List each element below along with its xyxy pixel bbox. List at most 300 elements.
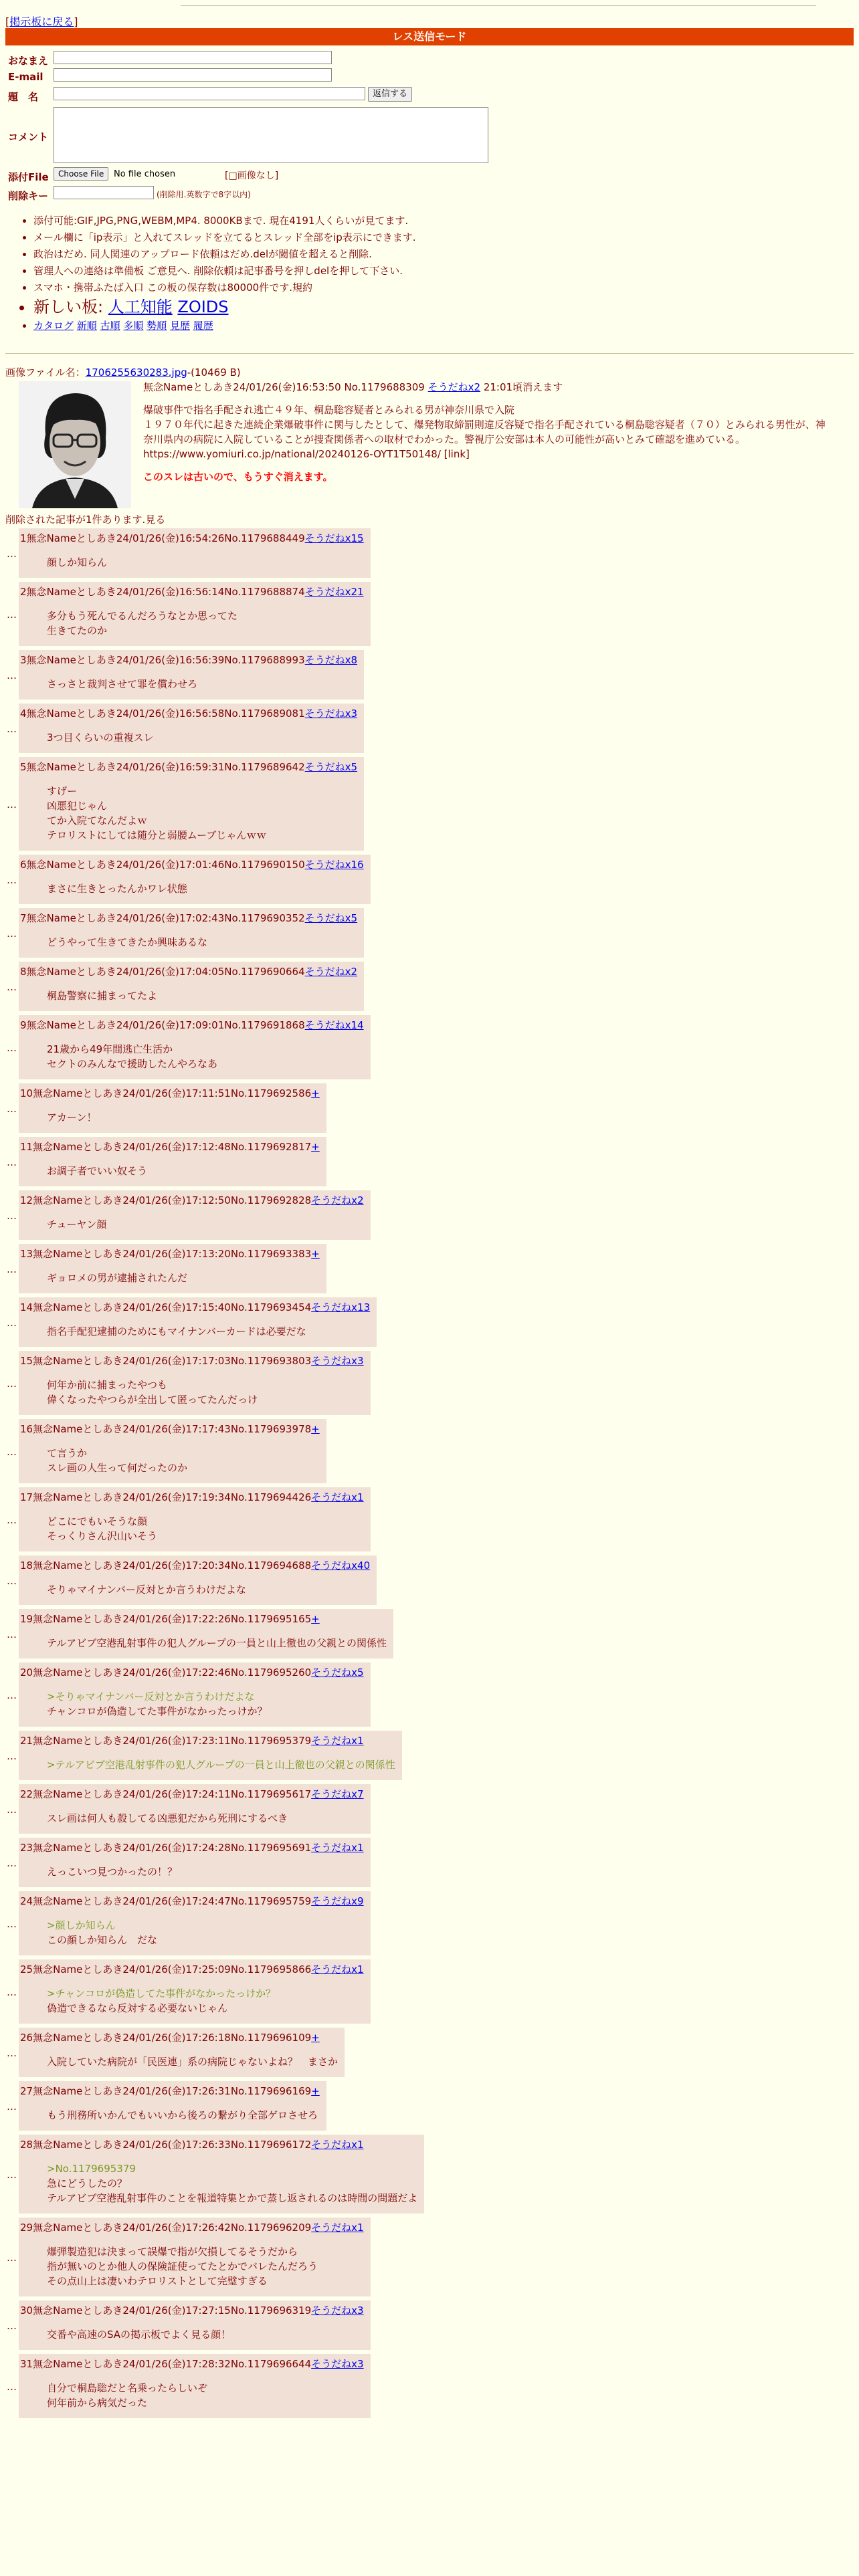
nav-momentum[interactable]: 勢順: [147, 320, 167, 332]
reply-number[interactable]: No.1179696644: [230, 2358, 312, 2370]
sodane-button[interactable]: そうだねx1: [311, 1735, 364, 1747]
reply-number[interactable]: No.1179695866: [230, 1963, 312, 1975]
reply-text: 指名手配犯逮捕のためにもマイナンバーカードは必要だな: [47, 1325, 306, 1337]
reply-post: [0, 1083, 859, 1133]
reply-body: [20, 1446, 320, 1475]
reply-number[interactable]: No.1179696109: [230, 2032, 312, 2044]
rule-item: • 添付可能:GIF,JPG,PNG,WEBM,MP4. 8000KBまで. 現在4191人くらいが見てます.: [33, 213, 416, 229]
reply-author: Nameとしあき: [53, 2358, 123, 2370]
reply-number[interactable]: No.1179693978: [230, 1423, 312, 1435]
reply-body: [20, 1582, 370, 1597]
reply-quote: >No.1179695379: [47, 2163, 136, 2175]
reply-index: 7: [20, 912, 27, 924]
op-body: [143, 403, 832, 461]
reply-author: Nameとしあき: [53, 1735, 123, 1747]
reply-text: て言うか スレ画の人生って何だったのか: [47, 1447, 188, 1474]
reply-post: [0, 1891, 859, 1955]
reply-index: 6: [20, 859, 27, 871]
reply-dots: …: [7, 1750, 17, 1762]
rule-item: • 管理人への連絡は準備板 ご意見へ. 削除依頼は記事番号を押しdelを押して下さい.: [33, 263, 416, 280]
no-image-checkbox[interactable]: [□画像なし]: [225, 171, 279, 181]
reply-number[interactable]: No.1179691868: [224, 1019, 305, 1031]
reply-header: [20, 653, 357, 667]
reply-index: 29: [20, 2222, 33, 2234]
reply-post: [0, 962, 859, 1011]
reply-index: 1: [20, 532, 27, 544]
subject-label: 題 名: [8, 91, 39, 103]
reply-author: Nameとしあき: [53, 2222, 123, 2234]
reply-text: ギョロメの男が逮捕されたんだ: [47, 1272, 188, 1284]
reply-subject: 無念: [33, 1141, 54, 1153]
reply-number[interactable]: No.1179696209: [230, 2222, 312, 2234]
reply-number[interactable]: No.1179696169: [230, 2085, 312, 2097]
reply-index: 4: [20, 708, 27, 720]
reply-body: [20, 677, 357, 691]
reply-index: 30: [20, 2304, 33, 2317]
reply-number[interactable]: No.1179696172: [230, 2139, 312, 2151]
reply-date: 24/01/26(金)17:26:33: [122, 2139, 231, 2151]
reply-dots: …: [7, 1804, 17, 1816]
reply-index: 9: [20, 1019, 27, 1031]
reply-body: [20, 2108, 320, 2123]
section-divider: [5, 353, 854, 354]
reply-post: [0, 757, 859, 851]
reply-number[interactable]: No.1179693454: [230, 1301, 312, 1313]
reply-body: [20, 1811, 364, 1826]
reply-date: 24/01/26(金)16:56:39: [116, 654, 225, 666]
reply-box: [19, 1083, 326, 1133]
sodane-button[interactable]: +: [311, 1423, 320, 1435]
reply-author: Nameとしあき: [46, 966, 116, 978]
reply-number[interactable]: No.1179695260: [230, 1667, 312, 1679]
reply-box: [19, 1487, 371, 1551]
comment-label: コメント: [8, 131, 49, 143]
sodane-button[interactable]: そうだねx1: [311, 1963, 364, 1975]
reply-header: [20, 1733, 395, 1748]
new-boards-line: [33, 296, 416, 318]
board-link-zoids[interactable]: ZOIDS: [177, 298, 229, 316]
reply-text: テルアビブ空港乱射事件の犯人グループの一員と山上徹也の父親との関係性: [47, 1637, 387, 1649]
reply-body: [20, 1757, 395, 1772]
sodane-button[interactable]: そうだねx2: [311, 1194, 364, 1206]
reply-number[interactable]: No.1179689081: [224, 708, 305, 720]
reply-index: 15: [20, 1355, 33, 1367]
reply-date: 24/01/26(金)17:28:32: [122, 2358, 231, 2370]
reply-date: 24/01/26(金)17:22:46: [122, 1667, 231, 1679]
sodane-button[interactable]: そうだねx3: [311, 1355, 364, 1367]
reply-index: 5: [20, 761, 27, 773]
sodane-button[interactable]: そうだねx3: [311, 2304, 364, 2317]
reply-date: 24/01/26(金)17:23:11: [122, 1735, 231, 1747]
sodane-button[interactable]: +: [311, 2032, 320, 2044]
reply-subject: 無念: [33, 2085, 54, 2097]
reply-text: 何年か前に捕まったやつも 偉くなったやつらが全出して匿ってたんだっけ: [47, 1379, 258, 1406]
nav-old[interactable]: 古順: [100, 320, 120, 332]
reply-post: [0, 1555, 859, 1605]
reply-post: [0, 2354, 859, 2418]
board-nav-line: [33, 318, 416, 334]
reply-author: Nameとしあき: [46, 1019, 116, 1031]
reply-index: 23: [20, 1842, 33, 1854]
reply-body: [20, 2327, 364, 2342]
reply-dots: …: [7, 1378, 17, 1390]
sodane-button[interactable]: そうだねx15: [304, 532, 364, 544]
reply-dots: …: [7, 1317, 17, 1329]
reply-box: [19, 1891, 371, 1955]
reply-box: [19, 2300, 371, 2350]
submit-reply-button[interactable]: 返信する: [368, 87, 412, 102]
reply-box: [19, 1190, 371, 1240]
reply-box: [19, 1609, 393, 1658]
rule-item: • メール欄に「ip表示」と入れてスレッドを立てるとスレッド全部をip表示にできます.: [33, 229, 416, 246]
reply-box: [19, 757, 364, 851]
reply-box: [19, 1784, 371, 1834]
sodane-button[interactable]: そうだねx5: [311, 1667, 364, 1679]
reply-number[interactable]: No.1179695617: [230, 1788, 312, 1800]
reply-text: えっこいつ見つかったの！？: [47, 1866, 178, 1878]
op-post: [143, 380, 832, 484]
reply-box: [19, 704, 364, 753]
op-image-info: [5, 365, 241, 379]
reply-header: [20, 857, 364, 872]
board-link-ai[interactable]: 人工知能: [108, 298, 173, 316]
reply-author: Nameとしあき: [46, 912, 116, 924]
reply-body: [20, 2244, 364, 2288]
reply-mode-banner: レス送信モード: [5, 28, 854, 45]
reply-header: [20, 2084, 320, 2099]
reply-number[interactable]: No.1179695379: [230, 1735, 312, 1747]
reply-subject: 無念: [33, 2222, 54, 2234]
reply-dots: …: [7, 1042, 17, 1054]
reply-number[interactable]: No.1179688449: [224, 532, 305, 544]
reply-date: 24/01/26(金)17:01:46: [116, 859, 225, 871]
reply-box: [19, 908, 364, 958]
reply-index: 18: [20, 1560, 33, 1572]
reply-box: [19, 1731, 402, 1780]
op-sodane-button[interactable]: そうだねx2: [427, 381, 481, 393]
sodane-button[interactable]: そうだねx3: [304, 708, 358, 720]
reply-index: 31: [20, 2358, 33, 2370]
reply-post: [0, 704, 859, 753]
reply-index: 20: [20, 1667, 33, 1679]
deleted-note[interactable]: 削除された記事が1件あります.見る: [5, 514, 166, 526]
reply-header: [20, 706, 357, 721]
reply-date: 24/01/26(金)17:02:43: [116, 912, 225, 924]
nav-new[interactable]: 新順: [76, 320, 97, 332]
reply-header: [20, 1612, 387, 1626]
reply-date: 24/01/26(金)16:56:14: [116, 586, 225, 598]
reply-post: [0, 1137, 859, 1186]
reply-dots: …: [7, 798, 17, 811]
reply-list: [0, 528, 859, 2422]
image-file-label: 画像ファイル名：: [5, 366, 86, 379]
reply-post: [0, 2300, 859, 2350]
reply-number[interactable]: No.1179690664: [224, 966, 305, 978]
reply-text: 21歳から49年間逃亡生活か セクトのみんなで援助したんやろなあ: [47, 1043, 218, 1070]
reply-post: [0, 582, 859, 646]
reply-header: [20, 1840, 364, 1855]
reply-post: [0, 1959, 859, 2024]
reply-number[interactable]: No.1179688993: [224, 654, 305, 666]
op-header: [143, 380, 832, 395]
sodane-button[interactable]: +: [311, 1613, 320, 1625]
sodane-button[interactable]: そうだねx40: [311, 1560, 371, 1572]
rule-item: • スマホ・携帯ふたば入口 この板の保存数は80000件です.規約: [33, 280, 416, 296]
reply-number[interactable]: No.1179695691: [230, 1842, 312, 1854]
reply-number[interactable]: No.1179695759: [230, 1895, 312, 1907]
reply-index: 27: [20, 2085, 33, 2097]
reply-body: [20, 2054, 338, 2069]
reply-body: [20, 555, 364, 570]
sodane-button[interactable]: そうだねx13: [311, 1301, 371, 1313]
reply-date: 24/01/26(金)17:13:20: [122, 1248, 231, 1260]
sodane-button[interactable]: そうだねx9: [311, 1895, 364, 1907]
reply-header: [20, 760, 357, 774]
reply-text: すげー 凶悪犯じゃん てか入院てなんだよｗ テロリストにしては随分と弱腰ムーブじゃんｗｗ: [47, 785, 267, 841]
reply-subject: 無念: [33, 2032, 54, 2044]
reply-header: [20, 584, 364, 599]
reply-header: [20, 1962, 364, 1977]
delete-key-label: 削除キー: [8, 190, 49, 202]
reply-text: 多分もう死んでるんだろうなとか思ってた 生きてたのか: [47, 610, 238, 637]
reply-body: [20, 1986, 364, 2016]
reply-dots: …: [7, 1156, 17, 1168]
sodane-button[interactable]: +: [311, 1087, 320, 1099]
reply-dots: …: [7, 1210, 17, 1222]
reply-author: Nameとしあき: [53, 2304, 123, 2317]
reply-post: [0, 1297, 859, 1347]
email-input[interactable]: [54, 68, 332, 82]
reply-body: [20, 935, 357, 950]
reply-number[interactable]: No.1179692828: [230, 1194, 312, 1206]
reply-box: [19, 1555, 377, 1605]
op-link-line[interactable]: https://www.yomiuri.co.jp/national/20240126-OYT1T50148/ [link]: [143, 448, 470, 460]
reply-header: [20, 1300, 370, 1315]
reply-number[interactable]: No.1179688874: [224, 586, 305, 598]
reply-index: 22: [20, 1788, 33, 1800]
reply-dots: …: [7, 1857, 17, 1869]
reply-post: [0, 1662, 859, 1727]
op-author: Nameとしあき: [163, 381, 233, 393]
reply-post: [0, 1609, 859, 1658]
reply-number[interactable]: No.1179696319: [230, 2304, 312, 2317]
op-subject: 無念: [143, 381, 164, 393]
reply-date: 24/01/26(金)17:27:15: [122, 2304, 231, 2317]
reply-subject: 無念: [33, 1963, 54, 1975]
nav-viewed[interactable]: 見歴: [169, 320, 190, 332]
reply-header: [20, 2303, 364, 2318]
reply-header: [20, 1894, 364, 1909]
op-line: 爆破事件で指名手配され逃亡４９年、桐島聡容疑者とみられる男が神奈川県で入院: [143, 404, 515, 416]
reply-subject: 無念: [26, 708, 47, 720]
reply-author: Nameとしあき: [53, 1248, 123, 1260]
new-boards-prefix: 新しい板:: [33, 298, 104, 316]
reply-number[interactable]: No.1179693383: [230, 1248, 312, 1260]
sodane-button[interactable]: そうだねx1: [311, 1842, 364, 1854]
reply-author: Nameとしあき: [53, 2032, 123, 2044]
sodane-button[interactable]: そうだねx7: [311, 1788, 364, 1800]
reply-number[interactable]: No.1179694688: [230, 1560, 312, 1572]
reply-header: [20, 1354, 364, 1368]
reply-author: Nameとしあき: [53, 1194, 123, 1206]
subject-input[interactable]: [54, 87, 365, 100]
reply-quote: >そりゃマイナンバー反対とか言うわけだよな: [47, 1691, 255, 1703]
sodane-button[interactable]: そうだねx1: [311, 2222, 364, 2234]
reply-text: さっさと裁判させて罪を償わせろ: [47, 678, 198, 690]
reply-header: [20, 2137, 417, 2152]
image-file-link[interactable]: 1706255630283.jpg: [85, 366, 187, 379]
sodane-button[interactable]: そうだねx16: [304, 859, 364, 871]
reply-date: 24/01/26(金)17:25:09: [122, 1963, 231, 1975]
sodane-button[interactable]: そうだねx1: [311, 2139, 364, 2151]
reply-header: [20, 964, 357, 979]
reply-author: Nameとしあき: [53, 1141, 123, 1153]
op-thumbnail[interactable]: [19, 381, 131, 508]
sodane-button[interactable]: +: [311, 2085, 320, 2097]
sodane-button[interactable]: +: [311, 1248, 320, 1260]
reply-header: [20, 1665, 364, 1680]
reply-subject: 無念: [26, 1019, 47, 1031]
back-link-wrap: [掲示板に戻る]: [5, 15, 78, 28]
name-input[interactable]: [54, 51, 332, 64]
sodane-button[interactable]: +: [311, 1141, 320, 1153]
reply-index: 10: [20, 1087, 33, 1099]
reply-number[interactable]: No.1179693803: [230, 1355, 312, 1367]
back-to-board-link[interactable]: 掲示板に戻る: [9, 15, 74, 28]
reply-text: 偽造できるなら反対する必要ないじゃん: [47, 2002, 228, 2014]
reply-text: スレ画は何人も殺してる凶悪犯だから死刑にするべき: [47, 1812, 288, 1824]
reply-index: 11: [20, 1141, 33, 1153]
reply-box: [19, 1015, 371, 1079]
reply-author: Nameとしあき: [53, 1355, 123, 1367]
reply-number[interactable]: No.1179694426: [230, 1491, 312, 1503]
reply-date: 24/01/26(金)17:15:40: [122, 1301, 231, 1313]
reply-index: 24: [20, 1895, 33, 1907]
reply-body: [20, 730, 357, 745]
no-file-text: No file chosen: [114, 169, 176, 179]
reply-header: [20, 1490, 364, 1505]
nav-history[interactable]: 履歴: [193, 320, 213, 332]
op-number[interactable]: No.1179688309: [344, 381, 425, 393]
op-date: 24/01/26(金)16:53:50: [233, 381, 341, 393]
op-expiry-warning: このスレは古いので、もうすぐ消えます。: [143, 471, 333, 483]
reply-date: 24/01/26(金)17:12:48: [122, 1141, 231, 1153]
reply-author: Nameとしあき: [53, 1788, 123, 1800]
reply-header: [20, 1018, 364, 1033]
reply-subject: 無念: [26, 966, 47, 978]
reply-text: 急にどうしたの？ テルアビブ空港乱射事件のことを報道特集とかで蒸し返されるのは時間の問題だよ: [47, 2177, 418, 2204]
reply-number[interactable]: No.1179690352: [224, 912, 305, 924]
comment-textarea[interactable]: [54, 107, 488, 163]
sodane-button[interactable]: そうだねx3: [311, 2358, 364, 2370]
delete-key-input[interactable]: [54, 186, 154, 199]
reply-subject: 無念: [26, 761, 47, 773]
reply-author: Nameとしあき: [53, 1491, 123, 1503]
reply-dots: …: [7, 874, 17, 886]
reply-header: [20, 2357, 364, 2371]
reply-body: [20, 1864, 364, 1879]
reply-dots: …: [7, 1986, 17, 1998]
reply-box: [19, 582, 371, 646]
reply-subject: 無念: [26, 859, 47, 871]
reply-box: [19, 855, 371, 904]
reply-author: Nameとしあき: [46, 532, 116, 544]
reply-body: [20, 1324, 370, 1339]
reply-box: [19, 2354, 371, 2418]
sodane-button[interactable]: そうだねx2: [304, 966, 358, 978]
nav-catalog[interactable]: カタログ: [33, 320, 74, 332]
nav-many[interactable]: 多順: [123, 320, 144, 332]
op-line: １９７０年代に起きた連続企業爆破事件に関与したとして、爆発物取締罰則違反容疑で指名手配されている桐島聡容疑者（７０）とみられる男性が、神奈川県内の病院に入院していることが捜査関係者への取材でわかった。警視庁公安部は本人の可能性が高いとみて確認を進めている。: [143, 419, 826, 445]
reply-author: Nameとしあき: [53, 1842, 123, 1854]
reply-subject: 無念: [33, 1087, 54, 1099]
reply-post: [0, 528, 859, 578]
reply-subject: 無念: [33, 1842, 54, 1854]
reply-box: [19, 1137, 326, 1186]
sodane-button[interactable]: そうだねx21: [304, 586, 364, 598]
reply-body: [20, 784, 357, 843]
reply-number[interactable]: No.1179689642: [224, 761, 305, 773]
top-divider: [181, 5, 816, 6]
reply-author: Nameとしあき: [53, 1301, 123, 1313]
reply-date: 24/01/26(金)17:19:34: [122, 1491, 231, 1503]
reply-post: [0, 1351, 859, 1415]
reply-date: 24/01/26(金)16:54:26: [116, 532, 225, 544]
reply-number[interactable]: No.1179692586: [230, 1087, 312, 1099]
reply-author: Nameとしあき: [53, 1895, 123, 1907]
reply-date: 24/01/26(金)17:26:18: [122, 2032, 231, 2044]
reply-date: 24/01/26(金)17:17:03: [122, 1355, 231, 1367]
email-label: E-mail: [8, 71, 43, 83]
reply-author: Nameとしあき: [46, 586, 116, 598]
reply-subject: 無念: [26, 654, 47, 666]
rule-item: • 政治はだめ. 同人関連のアップロード依頼はだめ.delが閾値を超えると削除.: [33, 246, 416, 263]
reply-body: [20, 2161, 417, 2206]
reply-post: [0, 2218, 859, 2296]
reply-subject: 無念: [33, 1355, 54, 1367]
sodane-button[interactable]: そうだねx5: [304, 761, 358, 773]
reply-body: [20, 1689, 364, 1719]
reply-date: 24/01/26(金)17:20:34: [122, 1560, 231, 1572]
choose-file-button[interactable]: Choose File: [54, 167, 108, 181]
reply-body: [20, 1636, 387, 1650]
reply-text: 爆弾製造犯は決まって誤爆で指が欠損してるそうだから 指が無いのとか他人の保険証使ってたとかでバレたんだろう その点山上は凄いわテロリストとして完璧すぎる: [47, 2246, 318, 2287]
sodane-button[interactable]: そうだねx8: [304, 654, 358, 666]
reply-author: Nameとしあき: [53, 1087, 123, 1099]
reply-subject: 無念: [33, 1895, 54, 1907]
reply-index: 3: [20, 654, 27, 666]
sodane-button[interactable]: そうだねx14: [304, 1019, 364, 1031]
reply-author: Nameとしあき: [53, 2139, 123, 2151]
sodane-button[interactable]: そうだねx1: [311, 1491, 364, 1503]
name-label: おなまえ: [8, 55, 49, 67]
sodane-button[interactable]: そうだねx5: [304, 912, 358, 924]
reply-author: Nameとしあき: [53, 1560, 123, 1572]
reply-text: 顔しか知らん: [47, 556, 108, 568]
reply-date: 24/01/26(金)16:56:58: [116, 708, 225, 720]
reply-subject: 無念: [26, 532, 47, 544]
reply-text: 3つ目くらいの重複スレ: [47, 732, 154, 744]
reply-subject: 無念: [33, 1560, 54, 1572]
reply-dots: …: [7, 928, 17, 940]
reply-number[interactable]: No.1179695165: [230, 1613, 312, 1625]
reply-post: [0, 2081, 859, 2131]
reply-number[interactable]: No.1179692817: [230, 1141, 312, 1153]
reply-dots: …: [7, 2252, 17, 2264]
reply-text: アカーン！: [47, 1111, 97, 1123]
reply-number[interactable]: No.1179690150: [224, 859, 305, 871]
reply-dots: …: [7, 548, 17, 560]
